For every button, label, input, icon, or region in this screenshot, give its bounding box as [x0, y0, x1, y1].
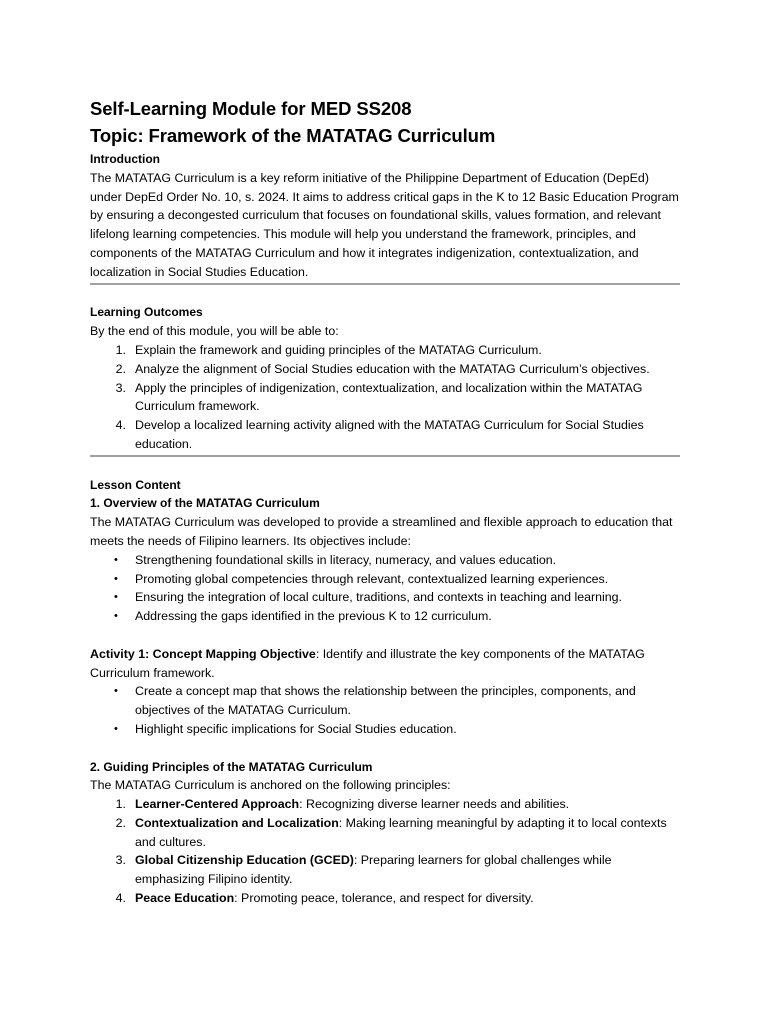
- document-body: [90, 95, 680, 908]
- list-item: 2. Contextualization and Localization: Making learning meaningful by adapting it to local contexts and cultures.: [115, 815, 667, 849]
- activity-1-label: Activity 1: Concept Mapping Objective: [90, 646, 316, 661]
- list-item: 4. Peace Education: Promoting peace, tolerance, and respect for diversity.: [115, 891, 534, 906]
- introduction-text: The MATATAG Curriculum is a key reform initiative of the Philippine Department of Education (DepEd) under DepEd Order No. 10, s. 2024. It aims to address critical gaps in the K to 12 Basic Education Program by ensuring a decongested curriculum that focuses on foundational skills, values formation, and relevant lifelong learning competencies. This module will help you understand the framework, principles, and components of the MATATAG Curriculum and how it integrates indigenization, contextualization, and localization in Social Studies Education.: [90, 170, 679, 279]
- topic-title: Topic: Framework of the MATATAG Curriculum: [90, 125, 496, 146]
- guiding-principles-list: [90, 795, 680, 908]
- guiding-principles-text: The MATATAG Curriculum is anchored on the following principles:: [90, 778, 451, 793]
- activity-1-text: Activity 1: Concept Mapping Objective: Identify and illustrate the key components of the MATATAG Curriculum framework.: [90, 646, 645, 680]
- guiding-principles-heading: 2. Guiding Principles of the MATATAG Curriculum: [90, 759, 373, 774]
- lesson-content-heading: Lesson Content: [90, 477, 181, 492]
- list-item: • Promoting global competencies through relevant, contextualized learning experiences.: [114, 571, 609, 586]
- list-item: 2. Analyze the alignment of Social Studies education with the MATATAG Curriculum’s objectives.: [115, 361, 650, 376]
- introduction-heading: Introduction: [90, 152, 160, 166]
- module-title: Self-Learning Module for MED SS208: [90, 98, 412, 119]
- list-item: 1. Learner-Centered Approach: Recognizing diverse learner needs and abilities.: [115, 797, 570, 812]
- list-item: • Create a concept map that shows the relationship between the principles, components, and objectives of the MATATAG Curriculum.: [114, 684, 636, 718]
- overview-text: The MATATAG Curriculum was developed to provide a streamlined and flexible approach to education that meets the needs of Filipino learners. Its objectives include:: [90, 515, 673, 548]
- list-item: • Ensuring the integration of local culture, traditions, and contexts in teaching and learning.: [114, 590, 622, 605]
- overview-heading: 1. Overview of the MATATAG Curriculum: [90, 496, 320, 511]
- list-item: 4. Develop a localized learning activity aligned with the MATATAG Curriculum for Social Studies education.: [115, 418, 644, 451]
- list-item: 3. Global Citizenship Education (GCED): Preparing learners for global challenges while emphasizing Filipino identity.: [115, 853, 612, 887]
- list-item: 3. Apply the principles of indigenization, contextualization, and localization within the MATATAG Curriculum framework.: [115, 380, 643, 414]
- learning-outcomes-heading: Learning Outcomes: [90, 305, 203, 320]
- list-item: 1. Explain the framework and guiding principles of the MATATAG Curriculum.: [115, 342, 542, 357]
- list-item: • Highlight specific implications for Social Studies education.: [114, 721, 457, 736]
- activity-1-list: [90, 682, 680, 738]
- list-item: • Addressing the gaps identified in the previous K to 12 curriculum.: [114, 609, 492, 624]
- list-item: • Strengthening foundational skills in literacy, numeracy, and values education.: [114, 552, 557, 567]
- learning-outcomes-list: [90, 341, 680, 454]
- learning-outcomes-intro: By the end of this module, you will be able to:: [90, 324, 339, 339]
- objectives-list: [90, 551, 680, 626]
